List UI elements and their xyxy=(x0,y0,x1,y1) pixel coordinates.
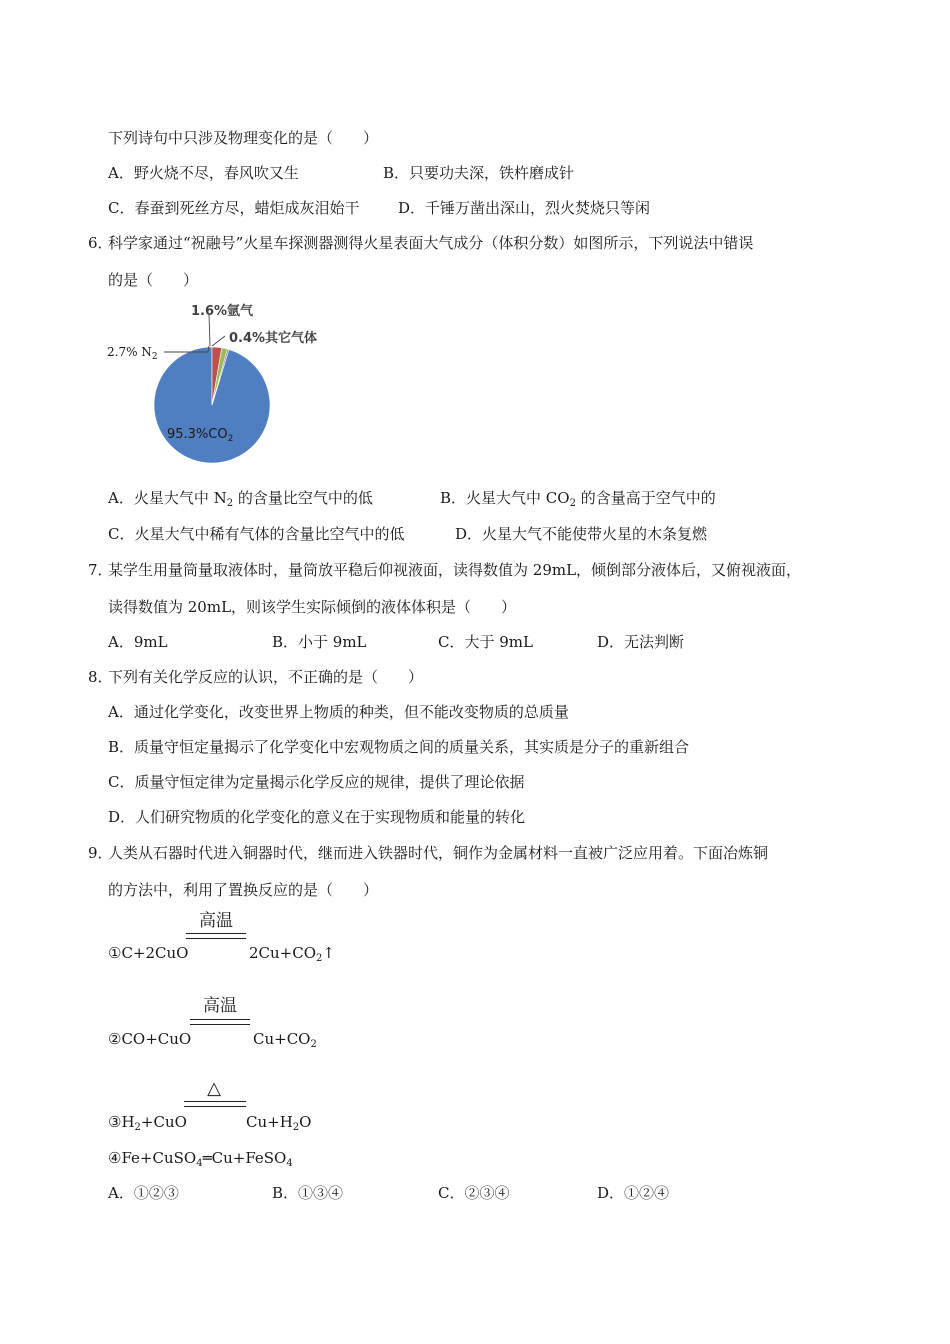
q6-stem-line1: 科学家通过“祝融号”火星车探测器测得火星表面大气成分（体积分数）如图所示，下列说法中错误 xyxy=(108,234,754,252)
q6-option-d[interactable]: D．火星大气不能使带火星的木条复燃 xyxy=(455,525,708,543)
q8-stem: 下列有关化学反应的认识，不正确的是（ ） xyxy=(108,668,424,686)
q7-stem-line1: 某学生用量筒量取液体时，量筒放平稳后仰视液面，读得数值为 29mL，倾倒部分液体后，又俯视液面， xyxy=(108,561,802,579)
q6-option-b[interactable]: B．火星大气中 $CO_2$ 的含量高于空气中的 xyxy=(440,489,716,509)
mars-atmosphere-pie-chart xyxy=(105,298,335,470)
q7-stem-line2: 读得数值为 20mL，则该学生实际倾倒的液体体积是（ ） xyxy=(108,598,517,616)
q8-option-d[interactable]: D．人们研究物质的化学变化的意义在于实现物质和能量的转化 xyxy=(108,808,526,826)
q7-option-c[interactable]: C．大于 9mL xyxy=(438,633,533,651)
q7-option-a[interactable]: A．9mL xyxy=(108,633,168,651)
reaction1-condition: 高温 xyxy=(199,911,233,931)
q9-option-b[interactable]: B．①③④ xyxy=(272,1184,344,1202)
reaction2-reactants: ②CO+CuO xyxy=(108,1030,192,1048)
reaction2-equals-sign xyxy=(190,1019,250,1025)
q9-stem-line2: 的方法中，利用了置换反应的是（ ） xyxy=(108,881,379,899)
reaction1-products: $2Cu+CO_2↑$ xyxy=(249,944,335,964)
reaction2-products: $Cu+CO_2$ xyxy=(253,1030,317,1050)
reaction3-reactants: $③H_2+CuO$ xyxy=(108,1113,187,1133)
pie-label-n2: 2.7% $N_2$ xyxy=(107,345,158,362)
q6-option-c[interactable]: C．火星大气中稀有气体的含量比空气中的低 xyxy=(108,525,405,543)
q7-number: 7． xyxy=(88,561,113,579)
q5-option-a[interactable]: A．野火烧不尽，春风吹又生 xyxy=(108,164,299,182)
reaction3-condition: △ xyxy=(207,1078,221,1099)
q5-stem: 下列诗句中只涉及物理变化的是（ ） xyxy=(108,129,379,147)
pie-label-other: 0.4%其它气体 xyxy=(229,331,318,346)
q6-number: 6． xyxy=(88,234,113,252)
q8-option-b[interactable]: B．质量守恒定量揭示了化学变化中宏观物质之间的质量关系，其实质是分子的重新组合 xyxy=(108,738,690,756)
q9-option-c[interactable]: C．②③④ xyxy=(438,1184,510,1202)
q7-option-b[interactable]: B．小于 9mL xyxy=(272,633,367,651)
q5-option-d[interactable]: D．千锤万凿出深山，烈火焚烧只等闲 xyxy=(398,199,651,217)
reaction2-condition: 高温 xyxy=(203,996,237,1016)
reaction3-equals-sign xyxy=(184,1101,246,1107)
reaction4-equation: ④Fe+CuSO$_4$═Cu+FeSO$_4$ xyxy=(108,1149,293,1169)
q6-stem-line2: 的是（ ） xyxy=(108,271,199,289)
reaction3-products: $Cu+H_2O$ xyxy=(246,1113,312,1133)
q8-number: 8． xyxy=(88,668,113,686)
q9-option-d[interactable]: D．①②④ xyxy=(597,1184,670,1202)
q8-option-c[interactable]: C．质量守恒定律为定量揭示化学反应的规律，提供了理论依据 xyxy=(108,773,525,791)
q5-option-c[interactable]: C．春蚕到死丝方尽，蜡炬成灰泪始干 xyxy=(108,199,360,217)
pie-label-co2: $95.3\%CO_2$ xyxy=(167,427,234,444)
q9-option-a[interactable]: A．①②③ xyxy=(108,1184,179,1202)
leader-line-other xyxy=(212,336,225,346)
q7-option-d[interactable]: D．无法判断 xyxy=(597,633,685,651)
reaction1-reactants: ①C+2CuO xyxy=(108,944,189,962)
q8-option-a[interactable]: A．通过化学变化，改变世界上物质的种类，但不能改变物质的总质量 xyxy=(108,703,569,721)
q6-option-a[interactable]: A．火星大气中 $N_2$ 的含量比空气中的低 xyxy=(108,489,373,509)
reaction1-equals-sign xyxy=(186,933,246,939)
q9-stem-line1: 人类从石器时代进入铜器时代，继而进入铁器时代，铜作为金属材料一直被广泛应用着。下面冶炼铜 xyxy=(108,844,769,862)
q9-number: 9． xyxy=(88,844,113,862)
pie-label-argon: 1.6%氩气 xyxy=(191,304,254,319)
q5-option-b[interactable]: B．只要功夫深，铁杵磨成针 xyxy=(383,164,575,182)
